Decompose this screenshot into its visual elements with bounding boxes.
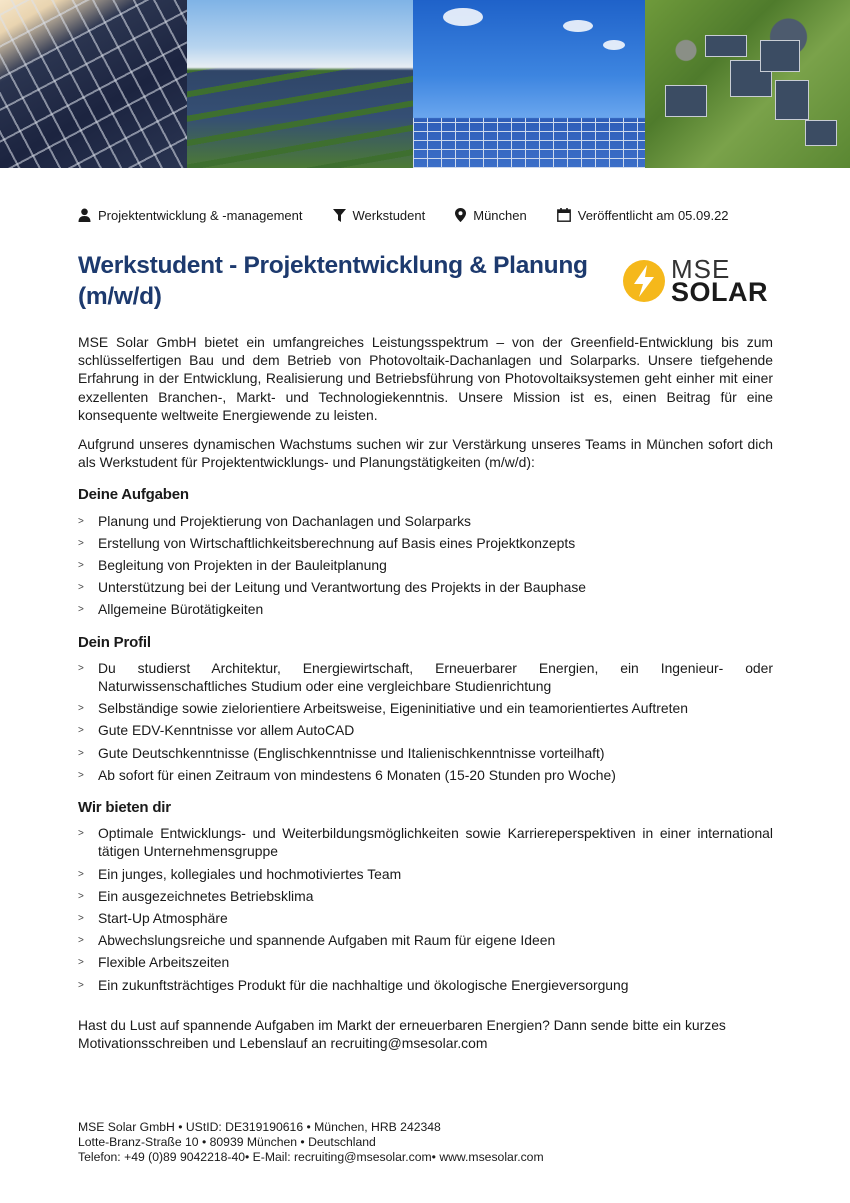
logo-line1: MSE <box>671 254 731 284</box>
closing-paragraph: Hast du Lust auf spannende Aufgaben im Markt der erneuerbaren Energien? Dann sende bitte ein kurzes Motivationsschreiben und Lebenslauf an recruiting@msesolar.com <box>78 1016 726 1052</box>
meta-published <box>557 208 729 223</box>
filter-icon <box>333 209 346 222</box>
meta-published-text: Veröffentlicht am 05.09.22 <box>577 207 729 223</box>
logo-line2: SOLAR <box>671 277 768 307</box>
list-item: > Flexible Arbeitszeiten <box>78 953 773 971</box>
solar-panel-closeup-photo <box>0 0 187 168</box>
list-item: > Gute Deutschkenntnisse (Englischkenntnisse und Italienischkenntnisse vorteilhaft) <box>78 744 773 762</box>
footer <box>78 1120 544 1165</box>
person-icon <box>78 208 91 222</box>
profile-list <box>78 659 773 784</box>
intro-paragraph-1: MSE Solar GmbH bietet ein umfangreiches Leistungsspektrum – von der Greenfield-Entwicklung bis zum schlüsselfertigen Bau und dem Betrieb von Photovoltaik-Dachanlagen und Solarparks. Unsere tiefgehende Erfahrung in der Entwicklung, Realisierung und Betriebsführung von Photovoltaiksystemen geht einher mit einer exzellenten Branchen-, Markt- und Technologiekenntnis. Unsere Mission ist es, einen Beitrag für eine konsequente weltweite Energiewende zu leisten. <box>78 334 773 423</box>
meta-department <box>78 208 303 223</box>
footer-line-company: MSE Solar GmbH • UStID: DE319190616 • München, HRB 242348 <box>78 1120 441 1134</box>
calendar-icon <box>557 208 571 222</box>
list-item: > Optimale Entwicklungs- und Weiterbildungsmöglichkeiten sowie Karriereperspektiven in einer international tätigen Unternehmensgruppe <box>78 824 773 860</box>
list-item: > Ein ausgezeichnetes Betriebsklima <box>78 887 773 905</box>
offer-list <box>78 824 773 994</box>
footer-line-address: Lotte-Branz-Straße 10 • 80939 München • Deutschland <box>78 1135 376 1149</box>
list-item: > Selbständige sowie zielorientiere Arbeitsweise, Eigeninitiative und ein teamorientiertes Auftreten <box>78 699 773 717</box>
section-heading-profile: Dein Profil <box>78 633 151 651</box>
solar-panels-blue-sky-photo <box>413 0 645 168</box>
meta-type-text: Werkstudent <box>352 207 426 223</box>
list-item: > Erstellung von Wirtschaftlichkeitsberechnung auf Basis eines Projektkonzepts <box>78 534 773 552</box>
header-banner <box>0 0 850 168</box>
list-item: > Ab sofort für einen Zeitraum von mindestens 6 Monaten (15-20 Stunden pro Woche) <box>78 766 773 784</box>
meta-type <box>333 208 426 223</box>
section-heading-offer: Wir bieten dir <box>78 799 171 817</box>
list-item: > Gute EDV-Kenntnisse vor allem AutoCAD <box>78 721 773 739</box>
page-title: Werkstudent - Projektentwicklung & Planung (m/w/d) <box>78 252 588 310</box>
mse-solar-logo <box>622 255 774 307</box>
section-heading-tasks: Deine Aufgaben <box>78 486 189 504</box>
list-item: > Allgemeine Bürotätigkeiten <box>78 600 773 618</box>
meta-department-text: Projektentwicklung & -management <box>98 207 303 223</box>
job-description <box>78 333 773 1063</box>
list-item: > Ein zukunftsträchtiges Produkt für die nachhaltige und ökologische Energieversorgung <box>78 976 773 994</box>
list-item: > Unterstützung bei der Leitung und Verantwortung des Projekts in der Bauphase <box>78 578 773 596</box>
solar-park-field-photo <box>187 0 413 168</box>
logo-wordmark <box>671 254 768 307</box>
list-item: > Planung und Projektierung von Dachanlagen und Solarparks <box>78 512 773 530</box>
list-item: > Du studierst Architektur, Energiewirtschaft, Erneuerbarer Energien, ein Ingenieur- oder Naturwissenschaftliches Studium oder eine vergleichbare Studienrichtung <box>78 659 773 695</box>
list-item: > Abwechslungsreiche und spannende Aufgaben mit Raum für eigene Ideen <box>78 931 773 949</box>
rooftop-solar-aerial-photo <box>645 0 850 168</box>
list-item: > Begleitung von Projekten in der Bauleitplanung <box>78 556 773 574</box>
job-meta-bar <box>78 205 778 225</box>
location-pin-icon <box>455 208 466 222</box>
list-item: > Ein junges, kollegiales und hochmotiviertes Team <box>78 865 773 883</box>
intro-paragraph-2: Aufgrund unseres dynamischen Wachstums suchen wir zur Verstärkung unseres Teams in München sofort dich als Werkstudent für Projektentwicklungs- und Planungstätigkeiten (m/w/d): <box>78 436 773 471</box>
tasks-list <box>78 512 773 619</box>
footer-line-contact: Telefon: +49 (0)89 9042218-40• E-Mail: recruiting@msesolar.com• www.msesolar.com <box>78 1150 544 1164</box>
meta-location <box>455 208 526 223</box>
list-item: > Start-Up Atmosphäre <box>78 909 773 927</box>
lightning-bolt-icon <box>622 259 666 303</box>
meta-location-text: München <box>473 207 527 223</box>
